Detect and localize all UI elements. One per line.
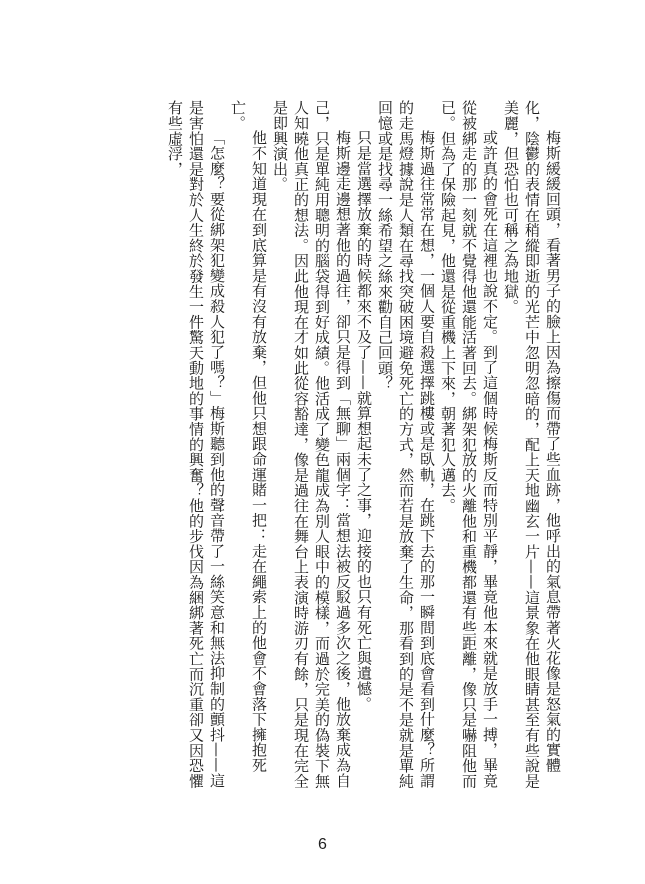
- vertical-text-body: [63, 100, 563, 800]
- paragraph: 梅斯邊走邊想著他的過往，卻只是得到「無聊」兩個字：當想法被反駁過多次之後，他放棄成為自己，只是單純用聰明的腦袋得到好成績。他活成了變色龍成為別人眼中的模樣，而過於完美的偽裝下無人知曉他真正的想法。因此他現在才如此從容豁達，像是過往在舞台上表演時游刃有餘，只是現在完全是即興演出。: [271, 100, 352, 789]
- paragraph: 或許真的會死在這裡也說不定。到了這個時候梅斯反而特別平靜，畢竟他本來就是放手一搏，畢竟從被綁走的那一刻就不覺得他還能活著回去。綁架犯放的火離他和重機都還有些距離，像只是嚇阻他而已。但為了保險起見，他還是從重機上下來，朝著犯人邁去。: [439, 100, 499, 789]
- paragraph: 他不知道現在到底算是有沒有放棄，但他只想跟命運賭一把：走在繩索上的他會不會落下擁抱死亡。: [229, 100, 268, 773]
- page-number: 6: [318, 836, 327, 853]
- paragraph: 梅斯緩緩回頭，看著男子的臉上因為擦傷而帶了些血跡，他呼出的氣息帶著火花像是怒氣的實體化，陰鬱的表情在稍縱即逝的光芒中忽明忽暗的，配上天地幽玄一片——這景象在他眼睛甚至有些說是美麗，但恐怕也可稱之為地獄。: [502, 100, 562, 789]
- paragraph: 只是當選擇放棄的時候都來不及了——就算想起未了之事，迎接的也只有死亡與遺憾。: [355, 130, 373, 712]
- paragraph: 梅斯過往常常在想，一個人要自殺選擇跳樓或是臥軌，在跳下去的那一瞬間到底會看到什麼？所謂的走馬燈據說是人類在尋找突破困境避免死亡的方式，然而若是放棄了生命，那看到的是不是就是單純回憶或是找尋一絲希望之絲來勸自己回頭？: [376, 100, 436, 789]
- paragraph: 「怎麼？要從綁架犯變成殺人犯了嗎？」梅斯聽到他的聲音帶了一絲笑意和無法抑制的顫抖——這是害怕還是對於人生終於發生一件驚天動地的事情的興奮？他的步伐因為綑綁著死亡而沉重卻又因恐懼有些虛浮，: [166, 100, 226, 789]
